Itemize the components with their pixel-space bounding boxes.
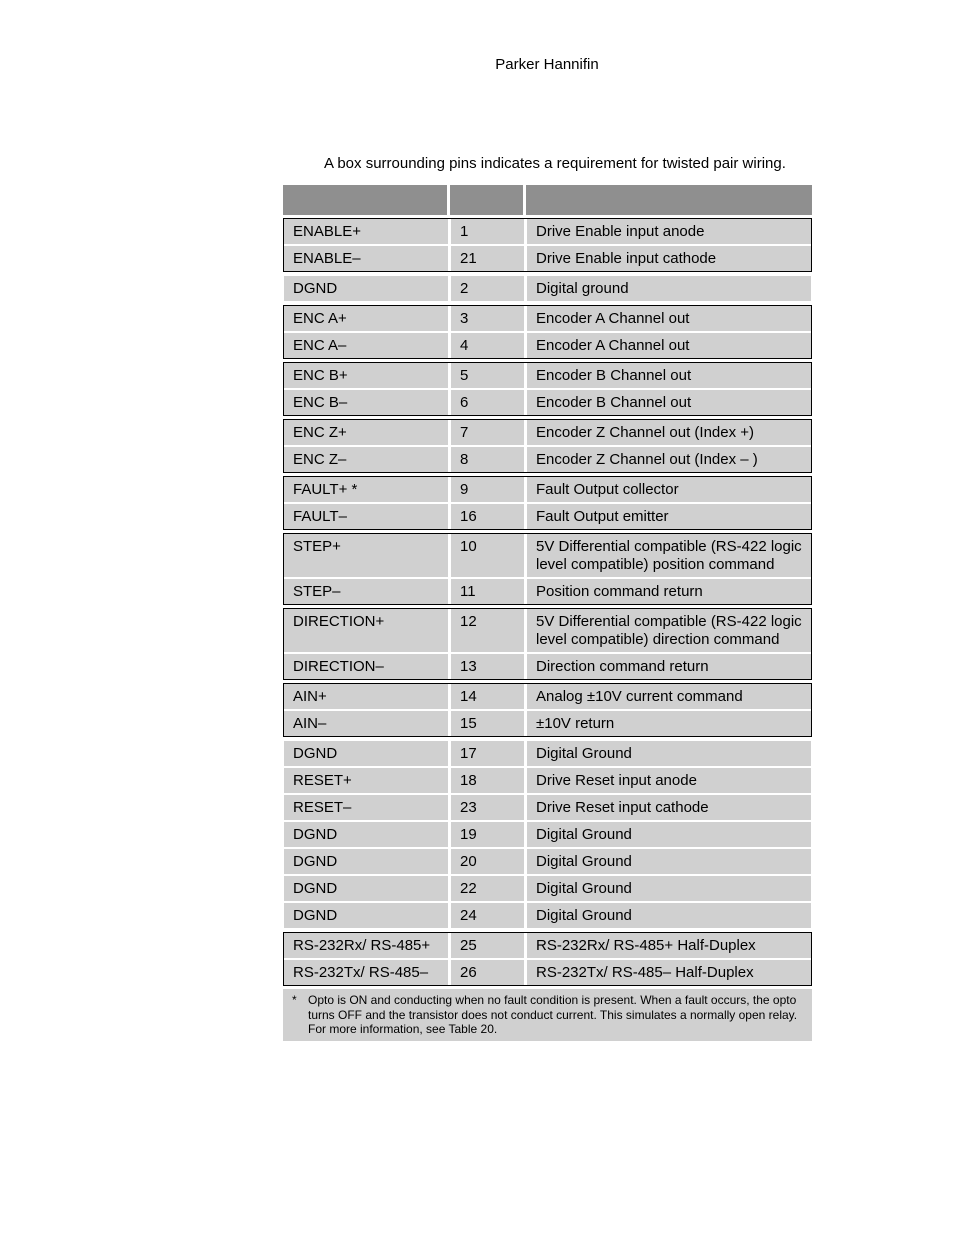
table-row	[284, 420, 811, 445]
pin-cell: 18	[451, 768, 524, 793]
signal-cell: RS-232Tx/ RS-485–	[284, 960, 448, 985]
table-row	[284, 502, 811, 529]
signal-cell: ENC A–	[284, 333, 448, 358]
signal-cell: ENC A+	[284, 306, 448, 331]
table-header-row	[283, 185, 812, 215]
table-row	[284, 741, 811, 766]
pin-cell: 13	[451, 654, 524, 679]
table-row	[284, 820, 811, 847]
description-cell: 5V Differential compatible (RS-422 logic level compatible) position command	[527, 534, 811, 577]
row-group	[283, 275, 812, 302]
pin-cell: 25	[451, 933, 524, 958]
signal-cell: ENABLE–	[284, 246, 448, 271]
table-row	[284, 276, 811, 301]
signal-cell: DGND	[284, 849, 448, 874]
table-row	[284, 847, 811, 874]
pin-cell: 10	[451, 534, 524, 577]
table-row	[284, 445, 811, 472]
pin-cell: 7	[451, 420, 524, 445]
pin-cell: 22	[451, 876, 524, 901]
description-cell: Drive Reset input anode	[527, 768, 811, 793]
twisted-pair-group	[283, 362, 812, 416]
description-cell: Drive Reset input cathode	[527, 795, 811, 820]
pin-cell: 2	[451, 276, 524, 301]
twisted-pair-group	[283, 683, 812, 737]
twisted-pair-group	[283, 476, 812, 530]
description-cell: Digital Ground	[527, 741, 811, 766]
intro-text: A box surrounding pins indicates a requirement for twisted pair wiring.	[324, 155, 786, 172]
pin-cell: 9	[451, 477, 524, 502]
description-cell: Digital Ground	[527, 849, 811, 874]
table-row	[284, 577, 811, 604]
description-cell: Direction command return	[527, 654, 811, 679]
table-row	[284, 219, 811, 244]
table-row	[284, 793, 811, 820]
pin-cell: 16	[451, 504, 524, 529]
signal-cell: STEP+	[284, 534, 448, 577]
signal-cell: AIN+	[284, 684, 448, 709]
row-group	[283, 740, 812, 929]
table-row	[284, 933, 811, 958]
signal-cell: DIRECTION–	[284, 654, 448, 679]
description-cell: ±10V return	[527, 711, 811, 736]
pin-cell: 20	[451, 849, 524, 874]
pin-cell: 23	[451, 795, 524, 820]
header-pin	[450, 185, 523, 215]
pin-cell: 8	[451, 447, 524, 472]
table-row	[284, 874, 811, 901]
pin-cell: 19	[451, 822, 524, 847]
table-row	[284, 766, 811, 793]
description-cell: Fault Output emitter	[527, 504, 811, 529]
table-row	[284, 684, 811, 709]
signal-cell: FAULT–	[284, 504, 448, 529]
table-row	[284, 958, 811, 985]
signal-cell: ENC B–	[284, 390, 448, 415]
signal-cell: ENABLE+	[284, 219, 448, 244]
description-cell: Encoder B Channel out	[527, 363, 811, 388]
header-description	[526, 185, 812, 215]
twisted-pair-group	[283, 218, 812, 272]
pin-cell: 1	[451, 219, 524, 244]
signal-cell: DGND	[284, 276, 448, 301]
pin-cell: 15	[451, 711, 524, 736]
twisted-pair-group	[283, 419, 812, 473]
description-cell: Digital Ground	[527, 822, 811, 847]
page-header: Parker Hannifin	[495, 56, 599, 73]
description-cell: Digital Ground	[527, 876, 811, 901]
table-row	[284, 363, 811, 388]
description-cell: Encoder Z Channel out (Index – )	[527, 447, 811, 472]
footnote-text: Opto is ON and conducting when no fault condition is present. When a fault occurs, the opto turns OFF and the transistor does not conduct current. This simulates a normally open relay. For more information, see Table 20.	[308, 993, 798, 1036]
signal-cell: RS-232Rx/ RS-485+	[284, 933, 448, 958]
table-row	[284, 709, 811, 736]
footnote-marker: *	[292, 993, 297, 1007]
pin-cell: 4	[451, 333, 524, 358]
pin-cell: 14	[451, 684, 524, 709]
description-cell: Drive Enable input anode	[527, 219, 811, 244]
description-cell: Position command return	[527, 579, 811, 604]
table-row	[284, 244, 811, 271]
signal-cell: DGND	[284, 822, 448, 847]
signal-cell: DGND	[284, 903, 448, 928]
signal-cell: ENC B+	[284, 363, 448, 388]
signal-cell: ENC Z–	[284, 447, 448, 472]
signal-cell: AIN–	[284, 711, 448, 736]
description-cell: Drive Enable input cathode	[527, 246, 811, 271]
description-cell: Encoder A Channel out	[527, 333, 811, 358]
signal-cell: RESET+	[284, 768, 448, 793]
description-cell: RS-232Rx/ RS-485+ Half-Duplex	[527, 933, 811, 958]
table-row	[284, 306, 811, 331]
description-cell: Encoder A Channel out	[527, 306, 811, 331]
table-row	[284, 609, 811, 652]
description-cell: RS-232Tx/ RS-485– Half-Duplex	[527, 960, 811, 985]
description-cell: Analog ±10V current command	[527, 684, 811, 709]
twisted-pair-group	[283, 608, 812, 680]
pinout-table	[283, 185, 812, 1041]
table-row	[284, 534, 811, 577]
twisted-pair-group	[283, 932, 812, 986]
table-body	[283, 218, 812, 986]
description-cell: Digital Ground	[527, 903, 811, 928]
pin-cell: 3	[451, 306, 524, 331]
table-row	[284, 388, 811, 415]
signal-cell: DGND	[284, 741, 448, 766]
twisted-pair-group	[283, 533, 812, 605]
pin-cell: 21	[451, 246, 524, 271]
header-signal	[283, 185, 447, 215]
table-footnote	[283, 989, 812, 1041]
description-cell: 5V Differential compatible (RS-422 logic level compatible) direction command	[527, 609, 811, 652]
description-cell: Encoder Z Channel out (Index +)	[527, 420, 811, 445]
description-cell: Fault Output collector	[527, 477, 811, 502]
pin-cell: 5	[451, 363, 524, 388]
table-row	[284, 652, 811, 679]
table-row	[284, 901, 811, 928]
table-row	[284, 477, 811, 502]
twisted-pair-group	[283, 305, 812, 359]
pin-cell: 11	[451, 579, 524, 604]
pin-cell: 6	[451, 390, 524, 415]
signal-cell: DIRECTION+	[284, 609, 448, 652]
signal-cell: ENC Z+	[284, 420, 448, 445]
pin-cell: 24	[451, 903, 524, 928]
pin-cell: 26	[451, 960, 524, 985]
description-cell: Encoder B Channel out	[527, 390, 811, 415]
table-row	[284, 331, 811, 358]
pin-cell: 17	[451, 741, 524, 766]
signal-cell: RESET–	[284, 795, 448, 820]
signal-cell: FAULT+ *	[284, 477, 448, 502]
signal-cell: STEP–	[284, 579, 448, 604]
description-cell: Digital ground	[527, 276, 811, 301]
pin-cell: 12	[451, 609, 524, 652]
signal-cell: DGND	[284, 876, 448, 901]
